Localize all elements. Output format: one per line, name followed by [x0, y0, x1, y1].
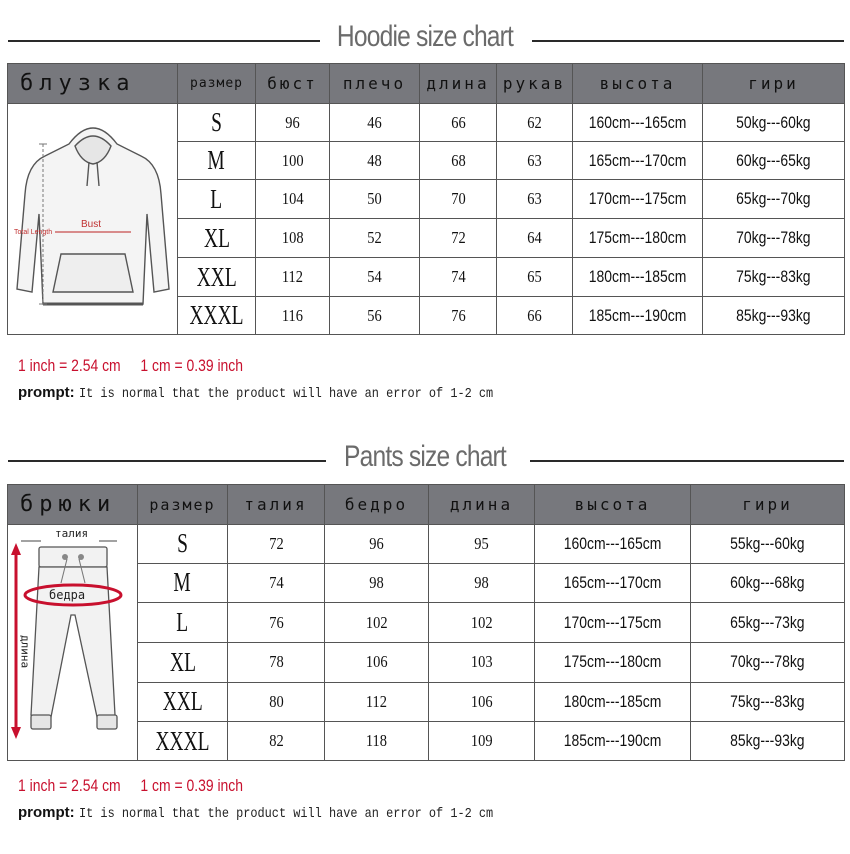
size-cell: XXL [138, 682, 228, 722]
length-cell: 74 [420, 258, 497, 297]
length-cell: 106 [429, 682, 535, 722]
header-height: высота [573, 64, 703, 104]
weight-cell: 70kg---78kg [703, 219, 845, 258]
pants-illustration-cell [8, 525, 138, 761]
hip-cell: 118 [325, 722, 429, 761]
weight-cell: 65kg---70kg [703, 180, 845, 219]
weight-cell: 75kg---83kg [691, 682, 845, 722]
height-cell: 180cm---185cm [535, 682, 691, 722]
header-hip: бедро [325, 485, 429, 525]
length-cell: 103 [429, 642, 535, 682]
header-garment: брюки [8, 485, 138, 525]
header-length: длина [429, 485, 535, 525]
size-cell: XXL [178, 258, 256, 297]
header-shoulder: плечо [330, 64, 420, 104]
hip-cell: 112 [325, 682, 429, 722]
header-size: размер [138, 485, 228, 525]
measurement-prompt: prompt: It is normal that the product will have an error of 1-2 cm [18, 384, 494, 402]
sleeve-cell: 65 [497, 258, 573, 297]
hoodie-notes [18, 356, 566, 402]
header-height: высота [535, 485, 691, 525]
length-cell: 72 [420, 219, 497, 258]
waist-cell: 72 [228, 525, 325, 564]
height-cell: 165cm---170cm [573, 142, 703, 180]
height-cell: 165cm---170cm [535, 563, 691, 603]
shoulder-cell: 52 [330, 219, 420, 258]
shoulder-cell: 48 [330, 142, 420, 180]
length-cell: 98 [429, 563, 535, 603]
total-length-label: Total Length [13, 229, 52, 236]
waist-cell: 82 [228, 722, 325, 761]
weight-cell: 70kg---78kg [691, 642, 845, 682]
bust-cell: 96 [256, 104, 330, 142]
bust-cell: 108 [256, 219, 330, 258]
size-cell: XL [138, 642, 228, 682]
size-cell: M [138, 563, 228, 603]
size-cell: XXXL [178, 297, 256, 335]
waist-cell: 80 [228, 682, 325, 722]
measurement-prompt: prompt: It is normal that the product will have an error of 1-2 cm [18, 804, 494, 822]
height-cell: 180cm---185cm [573, 258, 703, 297]
size-cell: M [178, 142, 256, 180]
pants-title: Pants size chart [344, 440, 506, 473]
weight-cell: 85kg---93kg [703, 297, 845, 335]
sleeve-cell: 64 [497, 219, 573, 258]
header-weight: гири [703, 64, 845, 104]
weight-cell: 85kg---93kg [691, 722, 845, 761]
hoodie-illustration-cell [8, 104, 178, 335]
hoodie-size-table [7, 63, 845, 335]
header-garment: блузка [8, 64, 178, 104]
height-cell: 175cm---180cm [573, 219, 703, 258]
length-cell: 76 [420, 297, 497, 335]
size-cell: S [178, 104, 256, 142]
weight-cell: 55kg---60kg [691, 525, 845, 564]
hip-cell: 98 [325, 563, 429, 603]
sleeve-cell: 66 [497, 297, 573, 335]
hip-cell: 106 [325, 642, 429, 682]
header-sleeve: рукав [497, 64, 573, 104]
length-cell: 95 [429, 525, 535, 564]
header-weight: гири [691, 485, 845, 525]
height-cell: 170cm---175cm [535, 603, 691, 643]
pants-section-title [0, 440, 850, 480]
size-cell: L [138, 603, 228, 643]
weight-cell: 50kg---60kg [703, 104, 845, 142]
sleeve-cell: 62 [497, 104, 573, 142]
waist-cell: 78 [228, 642, 325, 682]
height-cell: 160cm---165cm [573, 104, 703, 142]
size-cell: XXXL [138, 722, 228, 761]
header-length: длина [420, 64, 497, 104]
waist-cell: 74 [228, 563, 325, 603]
length-label: длина [18, 635, 31, 669]
hoodie-section-title [0, 20, 850, 60]
hip-cell: 102 [325, 603, 429, 643]
bust-cell: 100 [256, 142, 330, 180]
sleeve-cell: 63 [497, 142, 573, 180]
sleeve-cell: 63 [497, 180, 573, 219]
shoulder-cell: 54 [330, 258, 420, 297]
length-cell: 70 [420, 180, 497, 219]
hip-cell: 96 [325, 525, 429, 564]
unit-conversion: 1 inch = 2.54 cm 1 cm = 0.39 inch [18, 356, 244, 375]
length-cell: 102 [429, 603, 535, 643]
hoodie-icon [9, 104, 177, 329]
length-cell: 66 [420, 104, 497, 142]
waist-label: талия [54, 527, 88, 540]
size-cell: L [178, 180, 256, 219]
waist-cell: 76 [228, 603, 325, 643]
weight-cell: 65kg---73kg [691, 603, 845, 643]
length-cell: 68 [420, 142, 497, 180]
shoulder-cell: 50 [330, 180, 420, 219]
height-cell: 160cm---165cm [535, 525, 691, 564]
bust-cell: 112 [256, 258, 330, 297]
size-cell: S [138, 525, 228, 564]
shoulder-cell: 46 [330, 104, 420, 142]
unit-conversion: 1 inch = 2.54 cm 1 cm = 0.39 inch [18, 776, 244, 795]
weight-cell: 60kg---65kg [703, 142, 845, 180]
bust-label: Bust [80, 219, 101, 230]
sweatpants-icon [9, 525, 137, 755]
bust-cell: 116 [256, 297, 330, 335]
hip-label: бедра [48, 588, 85, 602]
size-cell: XL [178, 219, 256, 258]
shoulder-cell: 56 [330, 297, 420, 335]
bust-cell: 104 [256, 180, 330, 219]
height-cell: 185cm---190cm [535, 722, 691, 761]
height-cell: 175cm---180cm [535, 642, 691, 682]
header-size: размер [178, 64, 256, 104]
header-bust: бюст [256, 64, 330, 104]
pants-notes [18, 776, 566, 822]
hoodie-title: Hoodie size chart [336, 20, 514, 53]
height-cell: 185cm---190cm [573, 297, 703, 335]
weight-cell: 75kg---83kg [703, 258, 845, 297]
pants-size-table [7, 484, 845, 761]
header-waist: талия [228, 485, 325, 525]
weight-cell: 60kg---68kg [691, 563, 845, 603]
height-cell: 170cm---175cm [573, 180, 703, 219]
length-cell: 109 [429, 722, 535, 761]
